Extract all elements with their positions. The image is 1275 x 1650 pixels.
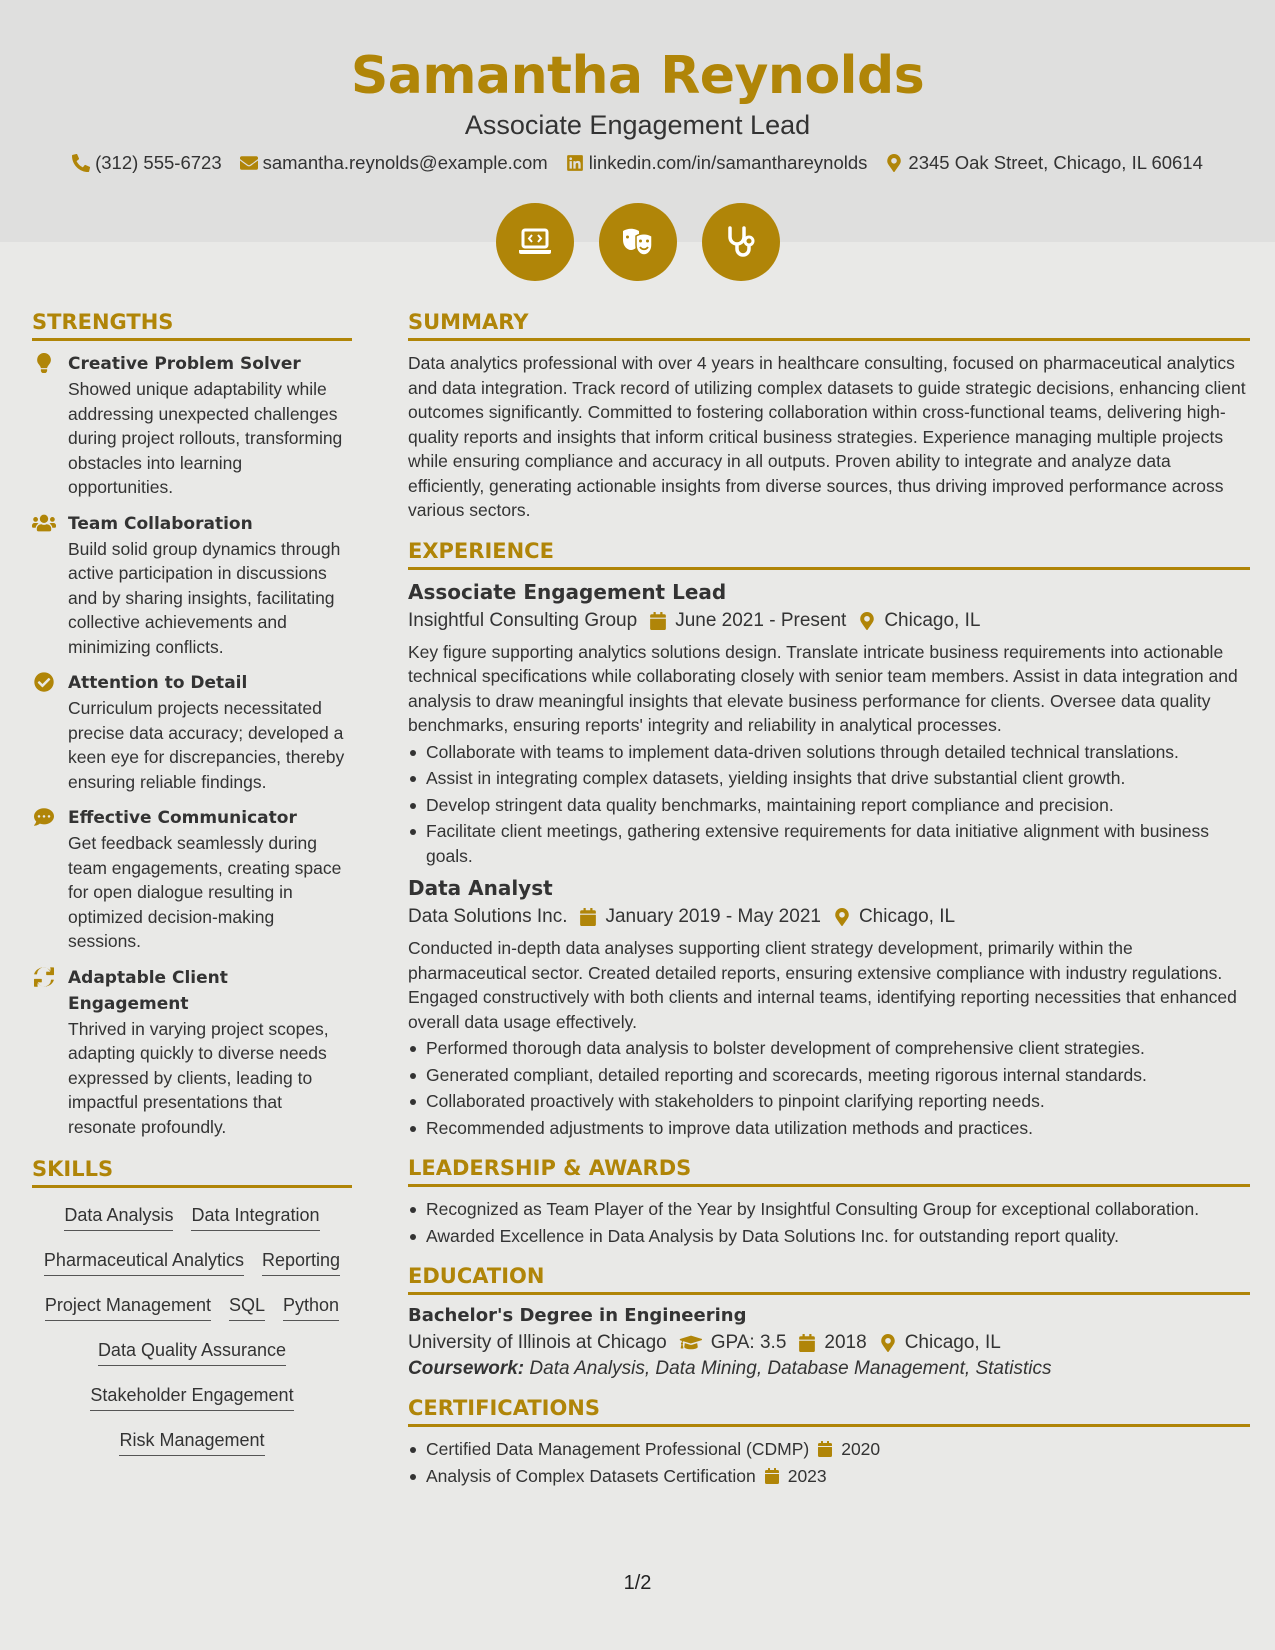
education-year: 2018 bbox=[824, 1332, 867, 1353]
comment-dots-icon bbox=[34, 807, 54, 827]
page-number: 1/2 bbox=[623, 1572, 652, 1594]
calendar-icon bbox=[817, 1441, 833, 1457]
skill-tag: Python bbox=[283, 1294, 339, 1321]
job-company: Data Solutions Inc. bbox=[408, 906, 568, 927]
strength-desc: Showed unique adaptability while addressing unexpected challenges during project rollouts, transforming obstacles into learning opportunities. bbox=[68, 379, 343, 497]
email-text: samantha.reynolds@example.com bbox=[262, 152, 548, 173]
graduation-cap-icon bbox=[679, 1334, 703, 1352]
strength-item bbox=[32, 670, 352, 794]
skills-heading: SKILLS bbox=[32, 1157, 352, 1188]
lightbulb-icon bbox=[34, 353, 54, 373]
calendar-icon bbox=[649, 612, 667, 630]
interest-circle bbox=[599, 203, 677, 281]
skill-tag: Project Management bbox=[45, 1294, 211, 1321]
job-location: Chicago, IL bbox=[884, 609, 981, 631]
education-degree: Bachelor's Degree in Engineering bbox=[408, 1305, 747, 1326]
skill-tag: Reporting bbox=[262, 1249, 340, 1276]
candidate-title: Associate Engagement Lead bbox=[464, 110, 811, 140]
skills-list bbox=[32, 1198, 352, 1456]
address-text: 2345 Oak Street, Chicago, IL 60614 bbox=[908, 152, 1203, 173]
experience-heading: EXPERIENCE bbox=[408, 539, 1250, 570]
leadership-heading: LEADERSHIP & AWARDS bbox=[408, 1156, 1250, 1187]
leadership-list bbox=[408, 1197, 1250, 1248]
job-location: Chicago, IL bbox=[858, 906, 956, 927]
strength-item bbox=[32, 965, 352, 1140]
phone-text: (312) 555-6723 bbox=[95, 152, 222, 173]
coursework-label: Coursework: bbox=[408, 1358, 525, 1379]
skill-tag: Data Analysis bbox=[64, 1204, 173, 1231]
candidate-name: Samantha Reynolds bbox=[350, 46, 925, 106]
interest-circle bbox=[496, 203, 574, 281]
coursework-text: Data Analysis, Data Mining, Database Management, Statistics bbox=[529, 1358, 1052, 1379]
list-item bbox=[408, 1464, 1250, 1489]
contact-bar bbox=[0, 152, 1275, 174]
skill-tag: Stakeholder Engagement bbox=[90, 1384, 293, 1411]
list-item: Develop stringent data quality benchmarks, maintaining report compliance and precision. bbox=[408, 793, 1250, 818]
calendar-icon bbox=[798, 1334, 816, 1352]
certification-year: 2023 bbox=[787, 1465, 827, 1486]
envelope-icon bbox=[240, 154, 258, 172]
strengths-heading: STRENGTHS bbox=[32, 310, 352, 341]
contact-email[interactable] bbox=[240, 152, 548, 174]
map-marker-icon bbox=[833, 908, 851, 926]
strength-title: Adaptable Client Engagement bbox=[68, 967, 228, 1014]
list-item: Generated compliant, detailed reporting and scorecards, meeting rigorous internal standards. bbox=[408, 1063, 1250, 1088]
interest-icons bbox=[0, 203, 1275, 281]
list-item: Recommended adjustments to improve data utilization methods and practices. bbox=[408, 1116, 1250, 1141]
list-item: Performed thorough data analysis to bolster development of comprehensive client strategies. bbox=[408, 1036, 1250, 1061]
left-column bbox=[32, 310, 352, 1456]
list-item: Collaborate with teams to implement data-driven solutions through detailed technical translations. bbox=[408, 740, 1250, 765]
job-entry bbox=[408, 876, 1250, 1140]
sync-icon bbox=[34, 967, 54, 987]
job-dates: June 2021 - Present bbox=[675, 609, 847, 631]
summary-text: Data analytics professional with over 4 years in healthcare consulting, focused on pharmaceutical analytics and data integration. Track record of utilizing complex datasets to guide strategic decisions, enhancing client outcomes significantly. Committed to fostering collaboration within cross-functional teams, delivering high-quality reports and insights that inform critical business strategies. Experience managing multiple projects while ensuring compliance and accuracy in all outputs. Proven ability to integrate and analyze data efficiently, generating actionable insights from diverse sources, thus driving improved performance across various sectors. bbox=[408, 353, 1246, 520]
list-item bbox=[408, 1437, 1250, 1462]
map-marker-icon bbox=[858, 612, 876, 630]
strength-item bbox=[32, 351, 352, 500]
strength-desc: Curriculum projects necessitated precise data accuracy; developed a keen eye for discrepancies, thereby ensuring reliable findings. bbox=[68, 698, 345, 792]
phone-icon bbox=[72, 154, 90, 172]
job-bullets bbox=[408, 1036, 1250, 1140]
skill-tag: Risk Management bbox=[119, 1429, 264, 1456]
skill-tag: Data Quality Assurance bbox=[98, 1339, 286, 1366]
right-column bbox=[408, 310, 1250, 1490]
list-item: Assist in integrating complex datasets, yielding insights that drive substantial client growth. bbox=[408, 766, 1250, 791]
education-gpa: GPA: 3.5 bbox=[710, 1332, 787, 1353]
strength-item bbox=[32, 511, 352, 660]
strength-desc: Build solid group dynamics through active participation in discussions and by sharing insights, facilitating collective achievements and minimizing conflicts. bbox=[68, 538, 341, 657]
linkedin-text: linkedin.com/in/samanthareynolds bbox=[588, 152, 868, 173]
theater-masks-icon bbox=[618, 222, 658, 262]
job-entry bbox=[408, 580, 1250, 869]
list-item: Collaborated proactively with stakeholders to pinpoint clarifying reporting needs. bbox=[408, 1089, 1250, 1114]
contact-address bbox=[885, 152, 1202, 174]
job-meta bbox=[408, 906, 1250, 928]
education-meta bbox=[408, 1332, 1250, 1354]
laptop-code-icon bbox=[515, 222, 555, 262]
education-coursework bbox=[408, 1358, 1250, 1380]
strength-desc: Thrived in varying project scopes, adapting quickly to diverse needs expressed by clients, leading to impactful presentations that resonate profoundly. bbox=[68, 1018, 329, 1137]
job-title: Data Analyst bbox=[408, 876, 553, 900]
list-item: Facilitate client meetings, gathering extensive requirements for data initiative alignment with business goals. bbox=[408, 819, 1250, 868]
strength-title: Team Collaboration bbox=[68, 513, 253, 534]
job-meta bbox=[408, 610, 1250, 632]
job-company: Insightful Consulting Group bbox=[408, 609, 638, 631]
summary-heading: SUMMARY bbox=[408, 310, 1250, 341]
education-heading: EDUCATION bbox=[408, 1264, 1250, 1295]
users-icon bbox=[32, 513, 56, 533]
check-circle-icon bbox=[34, 672, 54, 692]
education-location: Chicago, IL bbox=[904, 1332, 1001, 1353]
job-title: Associate Engagement Lead bbox=[408, 579, 727, 604]
job-dates: January 2019 - May 2021 bbox=[605, 906, 821, 927]
certifications-heading: CERTIFICATIONS bbox=[408, 1396, 1250, 1427]
certifications-list bbox=[408, 1437, 1250, 1488]
strength-item bbox=[32, 805, 352, 954]
skill-tag: SQL bbox=[229, 1294, 265, 1321]
list-item: Awarded Excellence in Data Analysis by Data Solutions Inc. for outstanding report quality. bbox=[408, 1224, 1250, 1249]
strength-title: Attention to Detail bbox=[68, 673, 248, 693]
strength-desc: Get feedback seamlessly during team engagements, creating space for open dialogue resulting in optimized decision-making sessions. bbox=[68, 833, 342, 951]
linkedin-icon bbox=[566, 154, 584, 172]
strength-title: Creative Problem Solver bbox=[68, 354, 301, 374]
strength-title: Effective Communicator bbox=[68, 808, 297, 828]
map-marker-icon bbox=[879, 1334, 897, 1352]
skill-tag: Pharmaceutical Analytics bbox=[44, 1249, 244, 1276]
list-item: Recognized as Team Player of the Year by Insightful Consulting Group for exceptional collaboration. bbox=[408, 1197, 1250, 1222]
stethoscope-icon bbox=[721, 222, 761, 262]
contact-linkedin[interactable] bbox=[566, 152, 868, 174]
calendar-icon bbox=[579, 908, 597, 926]
job-description: Conducted in-depth data analyses supporting client strategy development, primarily within the pharmaceutical sector. Created detailed reports, ensuring extensive compliance with industry regulations. Engaged constructively with both clients and internal teams, identifying reporting necessities that enhanced overall data usage effectively. bbox=[408, 938, 1237, 1032]
contact-phone bbox=[72, 152, 222, 174]
calendar-icon bbox=[764, 1468, 780, 1484]
skill-tag: Data Integration bbox=[191, 1204, 319, 1231]
education-school: University of Illinois at Chicago bbox=[408, 1332, 667, 1353]
job-bullets bbox=[408, 740, 1250, 869]
certification-year: 2020 bbox=[841, 1439, 881, 1459]
certification-name: Certified Data Management Professional (CDMP) bbox=[426, 1439, 810, 1459]
map-marker-icon bbox=[885, 154, 903, 172]
interest-circle bbox=[702, 203, 780, 281]
certification-name: Analysis of Complex Datasets Certification bbox=[426, 1465, 756, 1486]
job-description: Key figure supporting analytics solutions design. Translate intricate business requirements into actionable technical specifications while collaborating closely with senior team members. Assist in data integration and analysis to draw meaningful insights that elevate business performance for clients. Oversee data quality benchmarks, ensuring reports' integrity and reliability in analytical processes. bbox=[408, 641, 1238, 735]
